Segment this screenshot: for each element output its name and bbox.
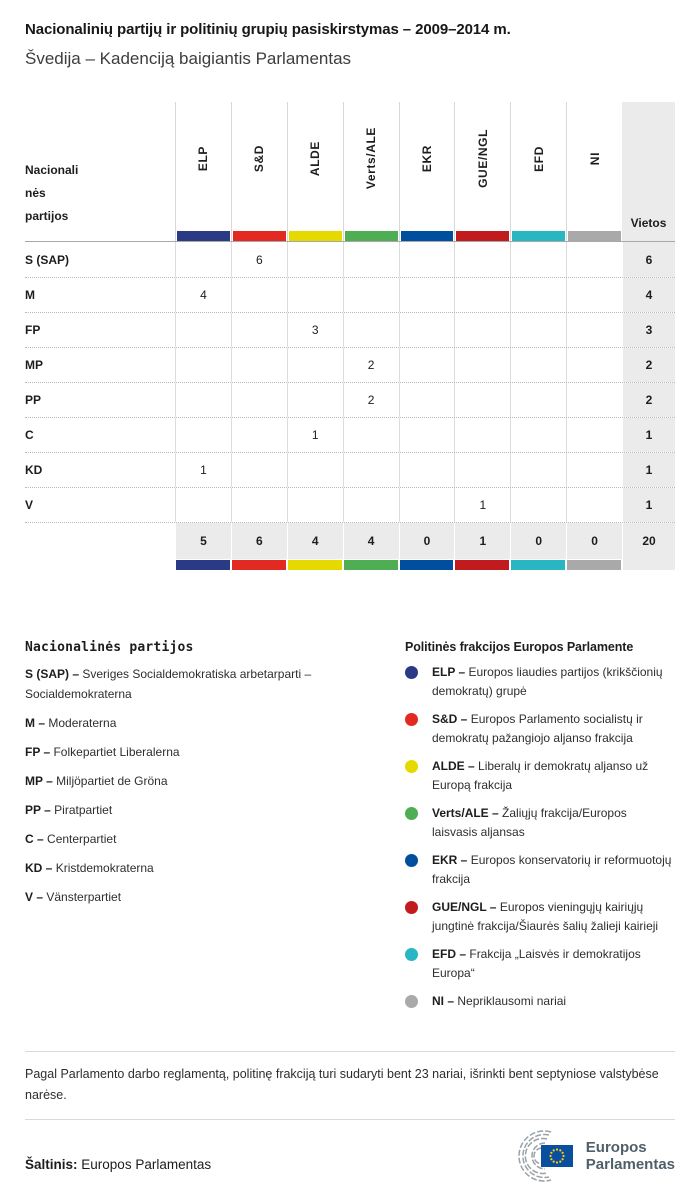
party-row-s-sap [25,242,675,277]
group-column-header-alde: ALDE [287,102,343,241]
list-item: S&D – Europos Parlamento socialistų ir demokratų pažangiojo aljanso frakcija [405,710,675,748]
party-label: V [25,498,34,512]
group-color-bar [511,560,565,570]
list-item: S (SAP) – Sveriges Socialdemokratiska arbetarparti – Socialdemokraterna [25,667,312,701]
group-color-bar [455,560,509,570]
seat-cell [399,418,455,452]
party-label: MP [25,358,43,372]
group-column-header-ekr: EKR [399,102,455,241]
group-color-dot [405,901,418,914]
group-color-bar [232,560,286,570]
seat-cell [566,488,622,522]
hemicycle-icon [505,1130,577,1182]
group-color-dot [405,854,418,867]
party-row-fp [25,312,675,347]
group-color-dot [405,713,418,726]
seat-cell [566,383,622,417]
seat-cell [510,453,566,487]
list-item: KD – Kristdemokraterna [25,861,154,875]
group-color-dot [405,807,418,820]
seat-cell [287,278,343,312]
eu-flag [541,1145,573,1167]
seat-cell [231,313,287,347]
seat-cell [399,453,455,487]
table-header-row [25,102,675,242]
seat-cell [510,418,566,452]
seat-cell [175,383,231,417]
seat-cell [399,278,455,312]
list-item: V – Vänsterpartiet [25,890,122,904]
seat-cell: 3 [287,313,343,347]
seat-cell [231,418,287,452]
totals-empty-cell [25,523,175,559]
seat-cell [399,242,455,277]
group-color-bar [401,231,454,241]
ep-logo [505,1130,675,1182]
infographic-page [0,21,700,1182]
table-corner-label: Nacionali nės partijos [25,163,79,223]
seat-cell [399,348,455,382]
group-color-bar [512,231,565,241]
seat-cell [231,488,287,522]
bottom-color-bars [25,559,675,570]
group-color-bar [345,231,398,241]
seats-total-cell: 3 [622,313,675,347]
seat-cell [343,488,399,522]
list-item: M – Moderaterna [25,716,117,730]
seat-cell [454,242,510,277]
party-row-m [25,277,675,312]
seat-cell [454,453,510,487]
seat-cell [454,418,510,452]
list-item: NI – Nepriklausomi nariai [405,992,675,1011]
group-column-header-gue-ngl: GUE/NGL [454,102,510,241]
seat-cell [454,313,510,347]
page-title: Nacionalinių partijų ir politinių grupių pasiskirstymas – 2009–2014 m. [25,21,511,38]
seat-cell [399,313,455,347]
list-item: EKR – Europos konservatorių ir reformuotojų frakcija [405,851,675,889]
list-item: ALDE – Liberalų ir demokratų aljanso už Europą frakcija [405,757,675,795]
party-row-kd [25,452,675,487]
legend-parties-title: Nacionalinės partijos [25,640,194,655]
total-cell: 4 [343,523,399,559]
seat-cell: 1 [454,488,510,522]
seats-total-cell: 6 [622,242,675,277]
seat-cell [566,313,622,347]
group-color-dot [405,666,418,679]
legend-parties [25,640,380,1011]
seat-cell [343,313,399,347]
seat-cell [399,488,455,522]
seat-cell [287,383,343,417]
group-color-bar [567,560,621,570]
group-color-bar [456,231,509,241]
divider [25,1051,675,1052]
seat-cell [343,278,399,312]
seat-cell [231,348,287,382]
seat-cell [343,418,399,452]
seat-cell [175,418,231,452]
footnote: Pagal Parlamento darbo reglamentą, politinę frakciją turi sudaryti bent 23 nariai, išrinkti bent septyniose valstybėse narėse. [25,1067,659,1102]
list-item: FP – Folkepartiet Liberalerna [25,745,180,759]
divider [25,1119,675,1120]
total-cell: 0 [399,523,455,559]
seat-cell: 1 [287,418,343,452]
page-subtitle: Švedija – Kadenciją baigiantis Parlamentas [25,49,352,68]
party-label: C [25,428,34,442]
group-color-bar [233,231,286,241]
list-item: Verts/ALE – Žaliųjų frakcija/Europos laisvasis aljansas [405,804,675,842]
group-color-bar [344,560,398,570]
seat-cell [287,453,343,487]
total-cell: 5 [175,523,231,559]
group-column-header-sd: S&D [231,102,287,241]
group-color-bar [400,560,454,570]
seat-cell [566,348,622,382]
group-column-header-elp: ELP [175,102,231,241]
group-color-dot [405,760,418,773]
seat-cell [343,453,399,487]
seat-cell [231,383,287,417]
seat-cell [343,242,399,277]
seat-cell [175,313,231,347]
seats-column-header: Vietos [622,102,675,241]
seat-cell [175,348,231,382]
seats-total-cell: 4 [622,278,675,312]
seats-total-cell: 1 [622,418,675,452]
party-row-c [25,417,675,452]
seat-cell [566,278,622,312]
group-color-dot [405,995,418,1008]
total-cell: 4 [287,523,343,559]
seat-cell [231,453,287,487]
source-line: Šaltinis: Europos Parlamentas [25,1157,212,1172]
legend-groups-title: Politinės frakcijos Europos Parlamente [405,640,634,654]
source-row [25,1130,675,1182]
list-item: GUE/NGL – Europos vieningųjų kairiųjų jungtinė frakcija/Šiaurės šalių žalieji kairieji [405,898,675,936]
total-cell: 1 [454,523,510,559]
group-color-bar [289,231,342,241]
party-row-mp [25,347,675,382]
list-item: C – Centerpartiet [25,832,117,846]
seat-cell [510,242,566,277]
seat-cell [510,488,566,522]
grand-total-cell: 20 [622,523,675,559]
list-item: PP – Piratpartiet [25,803,113,817]
seat-cell [510,313,566,347]
seat-cell [510,278,566,312]
seats-total-cell: 1 [622,453,675,487]
legend-groups [405,640,675,1011]
seats-table [25,102,675,570]
party-row-v [25,487,675,522]
list-item: ELP – Europos liaudies partijos (krikščionių demokratų) grupė [405,663,675,701]
total-cell: 0 [566,523,622,559]
seat-cell: 2 [343,348,399,382]
group-color-bar [288,560,342,570]
seat-cell: 2 [343,383,399,417]
party-label: M [25,288,35,302]
seat-cell [510,383,566,417]
ep-logo-text: Europos Parlamentas [585,1139,675,1173]
seats-total-cell: 2 [622,383,675,417]
seats-total-cell: 2 [622,348,675,382]
party-label: PP [25,393,42,407]
seat-cell [566,418,622,452]
group-column-header-ni: NI [566,102,622,241]
seats-column-fill [622,559,675,570]
group-column-header-efd: EFD [510,102,566,241]
party-row-pp [25,382,675,417]
seat-cell [175,242,231,277]
group-color-bar [568,231,621,241]
party-label: FP [25,323,41,337]
seat-cell [287,348,343,382]
total-cell: 0 [510,523,566,559]
group-color-bar [177,231,230,241]
seat-cell: 6 [231,242,287,277]
seat-cell [510,348,566,382]
seat-cell [566,242,622,277]
seat-cell: 4 [175,278,231,312]
group-color-bar [176,560,230,570]
seat-cell: 1 [175,453,231,487]
seat-cell [175,488,231,522]
seat-cell [231,278,287,312]
seats-total-cell: 1 [622,488,675,522]
party-label: S (SAP) [25,252,70,267]
seat-cell [399,383,455,417]
seat-cell [454,348,510,382]
seat-cell [566,453,622,487]
seat-cell [287,488,343,522]
list-item: EFD – Frakcija „Laisvės ir demokratijos Europa“ [405,945,675,983]
total-cell: 6 [231,523,287,559]
list-item: MP – Miljöpartiet de Gröna [25,774,168,788]
seat-cell [454,383,510,417]
seat-cell [287,242,343,277]
legend-section [25,640,675,1011]
group-column-header-verts-ale: Verts/ALE [343,102,399,241]
group-color-dot [405,948,418,961]
totals-row [25,522,675,559]
seat-cell [454,278,510,312]
party-label: KD [25,463,43,477]
